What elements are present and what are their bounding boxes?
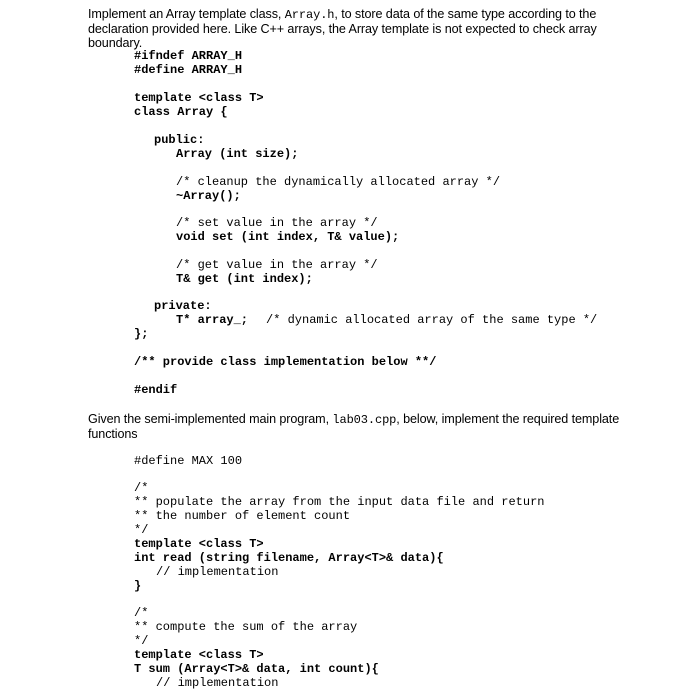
code-read-body: // implementation <box>156 565 279 579</box>
code-private: private: <box>154 299 212 313</box>
code-set: void set (int index, T& value); <box>176 230 400 244</box>
code-constructor: Array (int size); <box>176 147 299 161</box>
code-endif: #endif <box>134 383 178 397</box>
code-comment1-close: */ <box>134 523 149 537</box>
code-define-max: #define MAX 100 <box>134 454 243 468</box>
given-paragraph <box>88 412 628 441</box>
code-public: public: <box>154 133 205 147</box>
code-sum-signature: T sum (Array<T>& data, int count){ <box>134 662 379 676</box>
given-filename: lab03.cpp <box>332 413 397 427</box>
code-comment2-line1: ** compute the sum of the array <box>134 620 358 634</box>
intro-text-2: , to store data of the same type according to the declaration provided here. Like C++ arrays, the Array template is not expected to check array boundary. <box>88 7 597 50</box>
code-class-decl: class Array { <box>134 105 228 119</box>
code-sum-template: template <class T> <box>134 648 264 662</box>
code-comment2-close: */ <box>134 634 149 648</box>
code-member: T* array_; <box>176 313 249 327</box>
code-read-close: } <box>134 579 142 593</box>
code-comment-get: /* get value in the array */ <box>176 258 378 272</box>
given-text-2: , below, implement the required template functions <box>88 412 620 441</box>
code-comment1-line1: ** populate the array from the input data file and return <box>134 495 545 509</box>
code-comment2-open: /* <box>134 606 149 620</box>
code-template: template <class T> <box>134 91 264 105</box>
intro-paragraph <box>88 7 628 50</box>
code-read-template: template <class T> <box>134 537 264 551</box>
code-ifndef: #ifndef ARRAY_H <box>134 49 243 63</box>
code-sum-body: // implementation <box>156 676 279 690</box>
code-comment1-open: /* <box>134 481 149 495</box>
code-member-comment: /* dynamic allocated array of the same type */ <box>266 313 598 327</box>
intro-filename: Array.h <box>284 8 335 22</box>
intro-text-1: Implement an Array template class, <box>88 7 285 21</box>
code-class-close: }; <box>134 327 149 341</box>
code-get: T& get (int index); <box>176 272 313 286</box>
code-comment-cleanup: /* cleanup the dynamically allocated array */ <box>176 175 501 189</box>
code-impl-comment: /** provide class implementation below **/ <box>134 355 437 369</box>
given-text-1: Given the semi-implemented main program, <box>88 412 333 426</box>
code-comment1-line2: ** the number of element count <box>134 509 351 523</box>
code-destructor: ~Array(); <box>176 189 241 203</box>
code-read-signature: int read (string filename, Array<T>& data){ <box>134 551 444 565</box>
code-comment-set: /* set value in the array */ <box>176 216 378 230</box>
code-define: #define ARRAY_H <box>134 63 243 77</box>
